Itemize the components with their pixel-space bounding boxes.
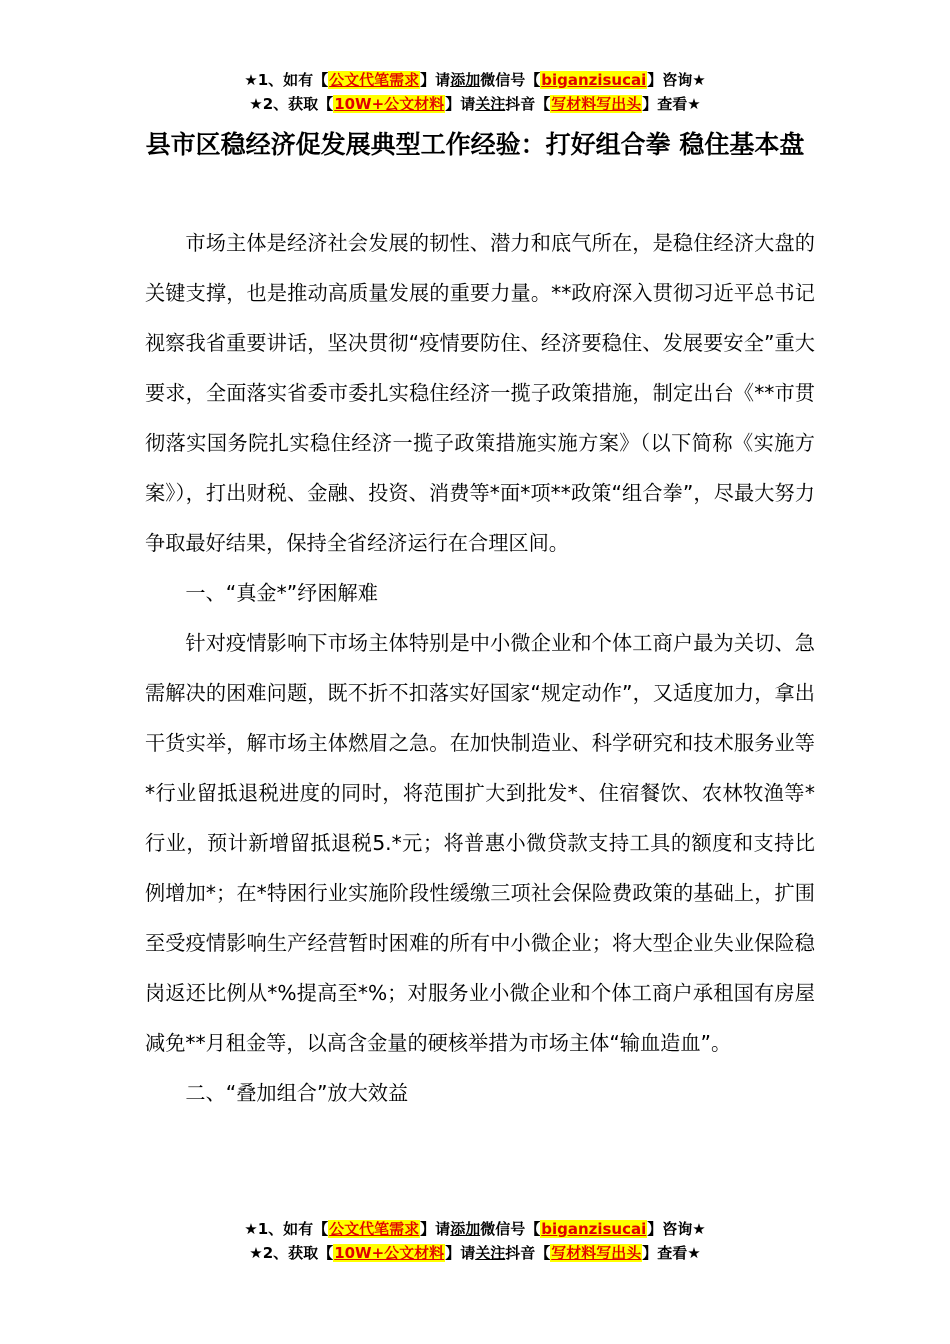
bottom-promo-banner bbox=[0, 1217, 950, 1265]
promo-line-2: ★2、获取【10W+公文材料】请关注抖音【写材料写出头】查看★ bbox=[249, 95, 701, 113]
body-paragraph: 针对疫情影响下市场主体特别是中小微企业和个体工商户最为关切、急需解决的困难问题，既不折不扣落实好国家“规定动作”，又适度加力，拿出干货实举，解市场主体燃眉之急。在加快制造业、科学研究和技术服务业等*行业留抵退税进度的同时，将范围扩大到批发*、住宿餐饮、农林牧渔等*行业，预计新增留抵退税5.*元；将普惠小微贷款支持工具的额度和支持比例增加*；在*特困行业实施阶段性缓缴三项社会保险费政策的基础上，扩围至受疫情影响生产经营暂时困难的所有中小微企业；将大型企业失业保险稳岗返还比例从*%提高至*%；对服务业小微企业和个体工商户承租国有房屋减免**月租金等，以高含金量的硬核举措为市场主体“输血造血”。 bbox=[145, 631, 815, 1055]
document-title: 县市区稳经济促发展典型工作经验：打好组合拳 稳住基本盘 bbox=[145, 130, 805, 159]
section-heading: 二、“叠加组合”放大效益 bbox=[185, 1081, 409, 1105]
section-heading: 一、“真金*”纾困解难 bbox=[185, 581, 378, 605]
promo-line-1: ★1、如有【公文代笔需求】请添加微信号【biganzisucai】咨询★ bbox=[244, 71, 706, 89]
promo-douyin-id: 写材料写出头 bbox=[551, 1244, 642, 1262]
promo-highlight: 公文代笔需求 bbox=[329, 71, 420, 89]
promo-highlight: 10W+公文材料 bbox=[334, 1244, 445, 1262]
top-promo-banner bbox=[0, 68, 950, 116]
body-paragraph: 市场主体是经济社会发展的韧性、潜力和底气所在，是稳住经济大盘的关键支撑，也是推动高质量发展的重要力量。**政府深入贯彻习近平总书记视察我省重要讲话，坚决贯彻“疫情要防住、经济要稳住、发展要安全”重大要求，全面落实省委市委扎实稳住经济一揽子政策措施，制定出台《**市贯彻落实国务院扎实稳住经济一揽子政策措施实施方案》（以下简称《实施方案》），打出财税、金融、投资、消费等*面*项**政策“组合拳”，尽最大努力争取最好结果，保持全省经济运行在合理区间。 bbox=[145, 231, 815, 555]
promo-line-1: ★1、如有【公文代笔需求】请添加微信号【biganzisucai】咨询★ bbox=[244, 1220, 706, 1238]
promo-wechat-id: biganzisucai bbox=[541, 71, 647, 89]
document-body bbox=[145, 218, 815, 1118]
promo-douyin-id: 写材料写出头 bbox=[551, 95, 642, 113]
promo-line-2: ★2、获取【10W+公文材料】请关注抖音【写材料写出头】查看★ bbox=[249, 1244, 701, 1262]
promo-highlight: 10W+公文材料 bbox=[334, 95, 445, 113]
promo-highlight: 公文代笔需求 bbox=[329, 1220, 420, 1238]
promo-wechat-id: biganzisucai bbox=[541, 1220, 647, 1238]
